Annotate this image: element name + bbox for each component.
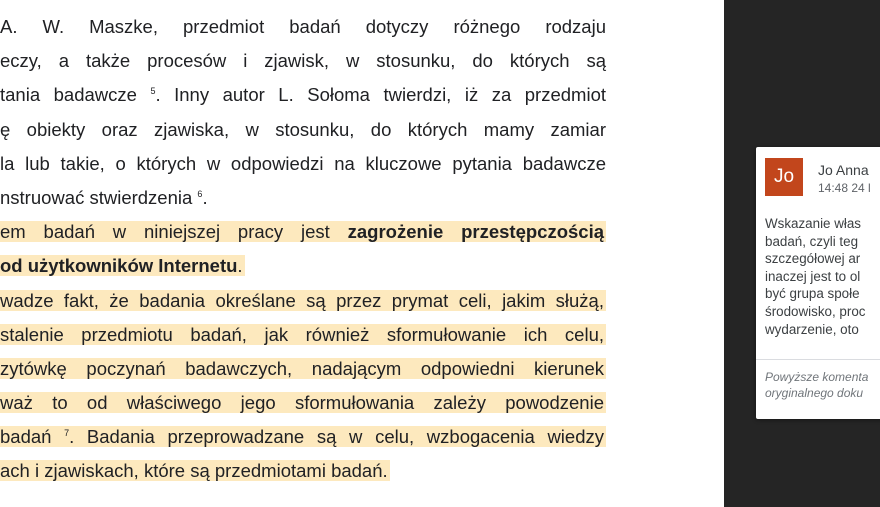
- comment-footnote-line: Powyższe komenta: [765, 370, 869, 384]
- document-line: [0, 49, 606, 73]
- text-run: .: [202, 186, 208, 208]
- footnote-ref[interactable]: 5: [150, 86, 156, 97]
- document-line: [0, 186, 606, 210]
- document-line: [0, 357, 606, 381]
- document-line: [0, 459, 606, 483]
- comment-body-line: środowisko, proc: [765, 303, 866, 319]
- comment-divider: [756, 359, 880, 360]
- bold-text: od użytkowników Internetu: [0, 255, 238, 277]
- document-line: [0, 152, 606, 176]
- text-run: ach i zjawiskach, które są przedmiotami badań.: [0, 460, 388, 482]
- document-line: [0, 15, 606, 39]
- text-run: nstruować stwierdzenia: [0, 186, 198, 208]
- text-run: ę obiekty oraz zjawiska, w stosunku, do których mamy zamiar: [0, 118, 606, 140]
- text-run: A. W. Maszke, przedmiot badań dotyczy różnego rodzaju: [0, 16, 606, 37]
- document-line: [0, 289, 606, 313]
- comment-body-line: być grupa społe: [765, 286, 860, 302]
- bold-text: zagrożenie przestępczością: [347, 221, 605, 243]
- text-run: zytówkę poczynań badawczych, nadającym odpowiedni kierunek: [0, 357, 604, 379]
- document-text[interactable]: [0, 15, 606, 494]
- comment-timestamp: 14:48 24 l: [818, 181, 871, 195]
- comment-body-line: wydarzenie, oto: [765, 321, 859, 337]
- text-run: waż to od właściwego jego sformułowania zależy powodzenie: [0, 392, 604, 414]
- comment-footnote: [765, 369, 880, 401]
- comment-card[interactable]: [756, 147, 880, 419]
- document-line: [0, 391, 606, 415]
- document-line: [0, 323, 606, 347]
- text-run: la lub takie, o których w odpowiedzi na kluczowe pytania badawcze: [0, 152, 606, 174]
- document-line: [0, 83, 606, 107]
- avatar: Jo: [765, 158, 803, 196]
- comment-body-line: badań, czyli teg: [765, 233, 859, 249]
- text-run: badań: [0, 426, 65, 448]
- text-run: .: [237, 255, 243, 277]
- text-run: tania badawcze: [0, 84, 151, 106]
- text-run: stalenie przedmiotu badań, jak również sformułowanie ich celu,: [0, 323, 604, 345]
- comment-author: Jo Anna: [818, 162, 869, 178]
- text-run: eczy, a także procesów i zjawisk, w stosunku, do których są: [0, 50, 606, 72]
- text-run: em badań w niniejszej pracy jest: [0, 221, 348, 243]
- comment-footnote-line: oryginalnego doku: [765, 386, 864, 400]
- document-line: [0, 425, 606, 449]
- comment-body-line: inaczej jest to ol: [765, 268, 861, 284]
- text-run: . Inny autor L. Sołoma twierdzi, iż za przedmiot: [155, 84, 606, 106]
- comment-body: [765, 215, 880, 338]
- footnote-ref[interactable]: 6: [197, 188, 203, 199]
- document-line: [0, 254, 606, 278]
- footnote-ref[interactable]: 7: [64, 428, 70, 439]
- comment-body-line: Wskazanie włas: [765, 216, 861, 231]
- text-run: wadze fakt, że badania określane są przez prymat celi, jakim służą,: [0, 289, 604, 311]
- document-line: [0, 118, 606, 142]
- document-line: [0, 220, 606, 244]
- text-run: . Badania przeprowadzane są w celu, wzbogacenia wiedzy: [69, 426, 604, 448]
- comment-body-line: szczegółowej ar: [765, 251, 861, 267]
